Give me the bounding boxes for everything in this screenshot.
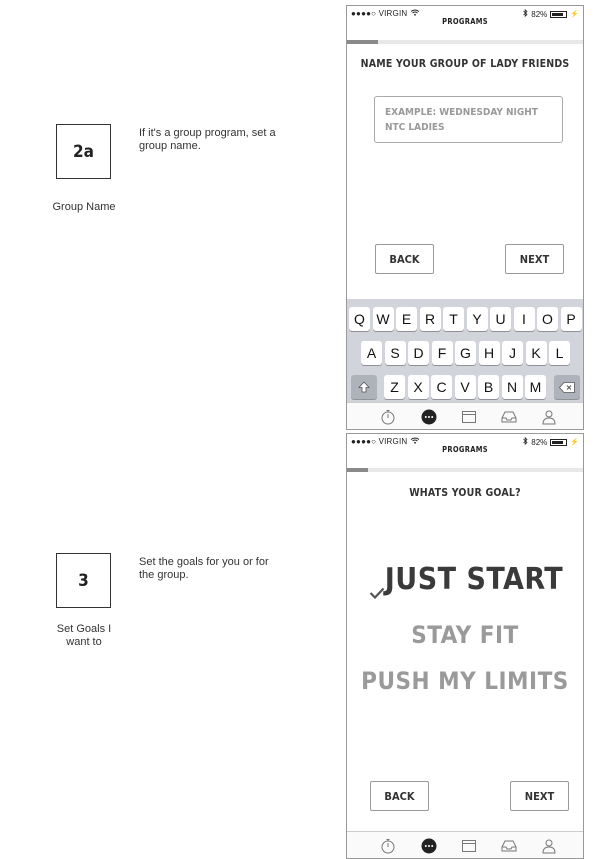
key-e[interactable]: E [396, 307, 417, 331]
next-button[interactable]: NEXT [510, 781, 569, 811]
key-z[interactable]: Z [384, 375, 405, 399]
keyboard-row-2 [347, 341, 583, 365]
step-2a-box [56, 124, 111, 179]
goal-option-just-start[interactable]: JUST START [347, 562, 583, 597]
step-2a-description: If it's a group program, set a group name. [139, 127, 276, 152]
step-3-label: Set Goals I want to [56, 623, 112, 648]
key-r[interactable]: R [420, 307, 441, 331]
delete-key[interactable] [554, 375, 580, 399]
phone-screen-set-goals [346, 433, 584, 859]
profile-icon[interactable] [540, 837, 558, 855]
next-button[interactable]: NEXT [505, 244, 564, 274]
step-2a-number: 2a [73, 141, 94, 162]
screen-title: PROGRAMS [442, 17, 488, 26]
heading: NAME YOUR GROUP OF LADY FRIENDS [360, 58, 570, 70]
tab-bar [347, 831, 583, 859]
group-name-input[interactable]: EXAMPLE: WEDNESDAY NIGHT NTC LADIES [374, 96, 563, 143]
bluetooth-icon [523, 9, 528, 19]
key-v[interactable]: V [455, 375, 476, 399]
key-b[interactable]: B [478, 375, 499, 399]
key-t[interactable]: T [443, 307, 464, 331]
key-y[interactable]: Y [467, 307, 488, 331]
step-2a-label: Group Name [52, 201, 116, 213]
check-icon [369, 572, 385, 607]
key-f[interactable]: F [432, 341, 453, 365]
key-k[interactable]: K [526, 341, 547, 365]
key-m[interactable]: M [525, 375, 546, 399]
charging-icon: ⚡ [570, 11, 579, 18]
key-s[interactable]: S [385, 341, 406, 365]
stopwatch-icon[interactable] [379, 408, 397, 426]
step-3-description: Set the goals for you or for the group. [139, 556, 269, 581]
keyboard-row-3 [347, 375, 583, 399]
key-j[interactable]: J [502, 341, 523, 365]
keyboard-row-1 [347, 307, 583, 331]
progress-fill [347, 40, 378, 44]
status-bar [347, 6, 583, 26]
key-p[interactable]: P [561, 307, 582, 331]
charging-icon: ⚡ [570, 439, 579, 446]
stopwatch-icon[interactable] [379, 837, 397, 855]
battery-icon [550, 11, 567, 18]
carrier: ●●●●○ VIRGIN [351, 9, 408, 18]
battery-percent: 82% [531, 9, 548, 19]
key-c[interactable]: C [431, 375, 452, 399]
step-3-box [56, 553, 111, 608]
goal-option-stay-fit[interactable]: STAY FIT [411, 621, 519, 649]
calendar-icon[interactable] [460, 408, 478, 426]
phone-screen-group-name [346, 5, 584, 430]
more-icon[interactable] [420, 408, 438, 426]
back-button[interactable]: BACK [375, 244, 434, 274]
progress-bar [347, 468, 583, 472]
keyboard [347, 299, 583, 406]
key-l[interactable]: L [549, 341, 570, 365]
progress-fill [347, 468, 368, 472]
key-h[interactable]: H [479, 341, 500, 365]
key-q[interactable]: Q [349, 307, 370, 331]
key-o[interactable]: O [537, 307, 558, 331]
calendar-icon[interactable] [460, 837, 478, 855]
key-i[interactable]: I [514, 307, 535, 331]
inbox-icon[interactable] [500, 408, 518, 426]
heading: WHATS YOUR GOAL? [409, 487, 521, 499]
key-d[interactable]: D [408, 341, 429, 365]
key-a[interactable]: A [361, 341, 382, 365]
goal-option-push-my-limits[interactable]: PUSH MY LIMITS [361, 667, 569, 695]
status-bar [347, 434, 583, 454]
key-n[interactable]: N [502, 375, 523, 399]
carrier: ●●●●○ VIRGIN [351, 437, 408, 446]
key-u[interactable]: U [490, 307, 511, 331]
profile-icon[interactable] [540, 408, 558, 426]
inbox-icon[interactable] [500, 837, 518, 855]
battery-icon [550, 439, 567, 446]
back-button[interactable]: BACK [370, 781, 429, 811]
step-3-number: 3 [78, 570, 89, 591]
screen-title: PROGRAMS [442, 445, 488, 454]
more-icon[interactable] [420, 837, 438, 855]
key-g[interactable]: G [455, 341, 476, 365]
key-w[interactable]: W [373, 307, 394, 331]
progress-bar [347, 40, 583, 44]
shift-key[interactable] [351, 375, 377, 399]
tab-bar [347, 402, 583, 430]
bluetooth-icon [523, 437, 528, 447]
battery-percent: 82% [531, 437, 548, 447]
key-x[interactable]: X [408, 375, 429, 399]
